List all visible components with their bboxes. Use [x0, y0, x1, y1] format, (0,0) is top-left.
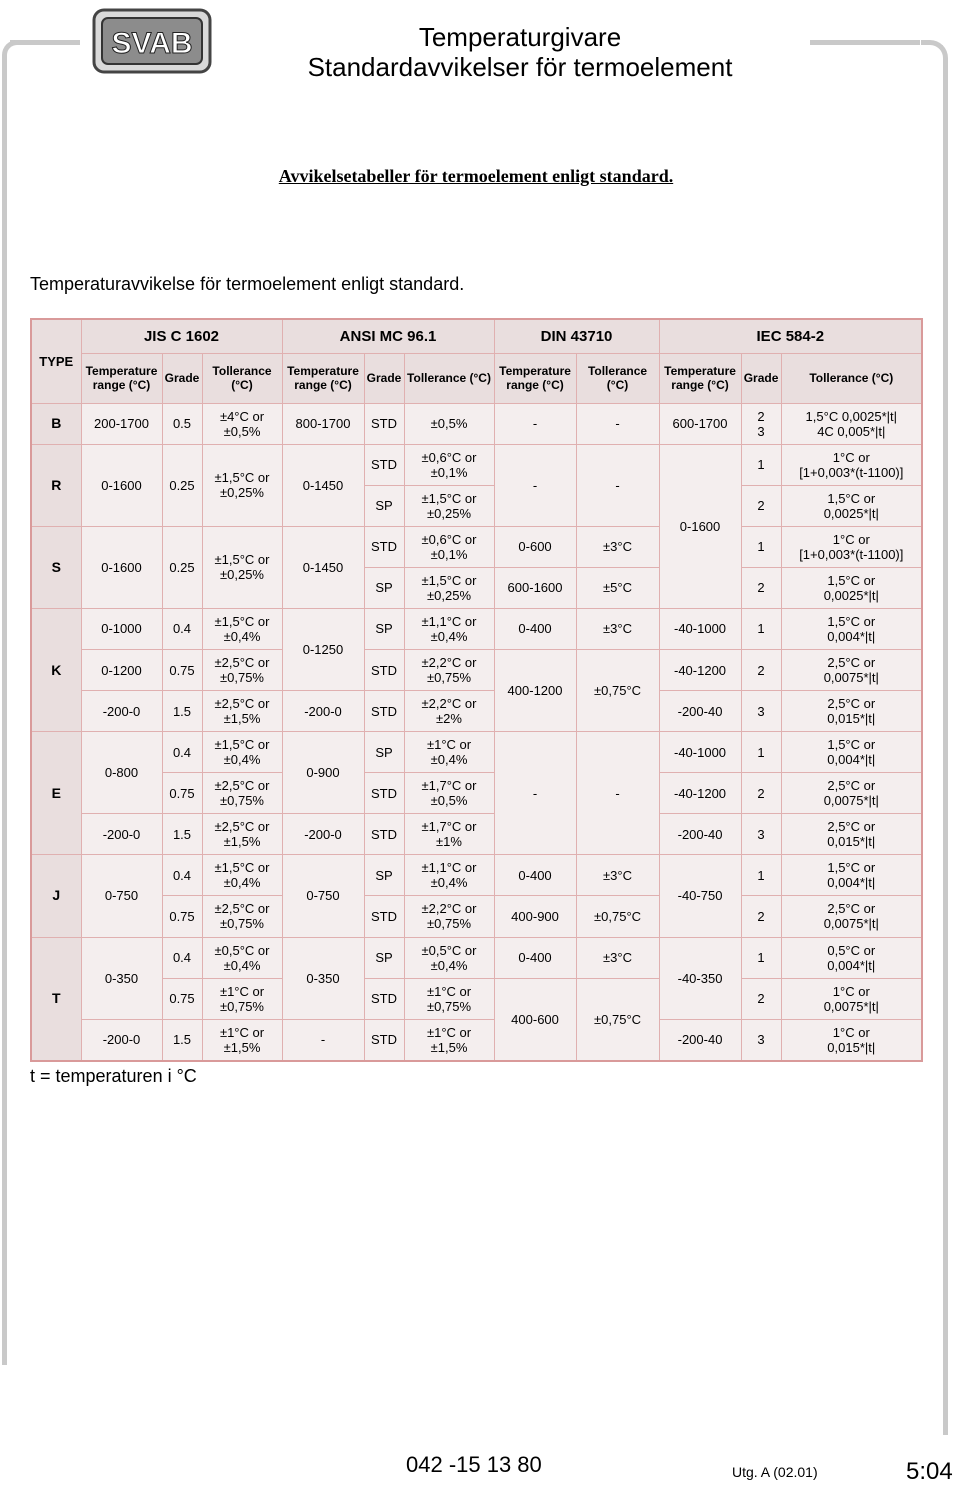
iec-range-header: Temperature range (°C)	[659, 353, 741, 403]
ansi-grade-cell: SP	[364, 732, 404, 773]
jis-grade-header: Grade	[162, 353, 202, 403]
jis-tolerance-cell: ±1°C or ±0,75%	[202, 978, 282, 1019]
din-range-cell: 600-1600	[494, 567, 576, 608]
frame-left-border	[2, 40, 17, 1365]
ansi-grade-cell: STD	[364, 444, 404, 485]
jis-grade-cell: 0.75	[162, 896, 202, 937]
temperature-note: t = temperaturen i °C	[30, 1066, 197, 1086]
iec-tolerance-cell: 0,5°C or 0,004*|t|	[781, 937, 922, 978]
din-range-cell: 0-400	[494, 608, 576, 649]
type-cell: T	[31, 937, 81, 1061]
ansi-range-cell: -200-0	[282, 814, 364, 855]
table-row	[31, 444, 922, 485]
ansi-range-cell: 0-350	[282, 937, 364, 1019]
din-tolerance-cell: ±3°C	[576, 608, 659, 649]
iec-range-cell: -40-1000	[659, 608, 741, 649]
iec-range-cell: -200-40	[659, 1019, 741, 1061]
din-range-cell: -	[494, 403, 576, 444]
din-range-cell: 0-400	[494, 937, 576, 978]
iec-grade-cell: 1	[741, 855, 781, 896]
ansi-grade-cell: STD	[364, 403, 404, 444]
page-header-title	[300, 22, 740, 82]
iec-grade-cell: 3	[741, 1019, 781, 1061]
iec-tolerance-header: Tollerance (°C)	[781, 353, 922, 403]
ansi-tolerance-cell: ±2,2°C or ±0,75%	[404, 649, 494, 690]
iec-tolerance-cell: 2,5°C or 0,0075*|t|	[781, 773, 922, 814]
jis-grade-cell: 1.5	[162, 691, 202, 732]
din-tolerance-cell: ±0,75°C	[576, 896, 659, 937]
iec-tolerance-cell: 2,5°C or 0,0075*|t|	[781, 649, 922, 690]
ansi-tolerance-cell: ±1°C or ±0,4%	[404, 732, 494, 773]
jis-range-cell: 0-1600	[81, 526, 162, 608]
intro-text: Temperaturavvikelse för termoelement enligt standard.	[30, 274, 465, 294]
svab-logo-text: SVAB	[111, 27, 193, 60]
iec-range-cell: -40-1000	[659, 732, 741, 773]
din-range-cell: 400-900	[494, 896, 576, 937]
table-row	[31, 814, 922, 855]
jis-grade-cell: 0.75	[162, 649, 202, 690]
jis-grade-cell: 0.75	[162, 978, 202, 1019]
ansi-range-cell: 0-750	[282, 855, 364, 937]
ansi-tolerance-header: Tollerance (°C)	[404, 353, 494, 403]
table-row	[31, 1019, 922, 1061]
iec-tolerance-cell: 1°C or [1+0,003*(t-1100)]	[781, 526, 922, 567]
din-range-cell: 0-600	[494, 526, 576, 567]
jis-grade-cell: 0.4	[162, 732, 202, 773]
ansi-tolerance-cell: ±2,2°C or ±2%	[404, 691, 494, 732]
ansi-grade-cell: STD	[364, 649, 404, 690]
ansi-range-cell: 0-1450	[282, 444, 364, 526]
table-row	[31, 896, 922, 937]
iec-tolerance-cell: 1,5°C 0,0025*|t| 4C 0,005*|t|	[781, 403, 922, 444]
type-cell: R	[31, 444, 81, 526]
ansi-grade-cell: SP	[364, 937, 404, 978]
din-tolerance-header: Tollerance (°C)	[576, 353, 659, 403]
ansi-tolerance-cell: ±1,5°C or ±0,25%	[404, 567, 494, 608]
tolerance-table	[30, 318, 923, 1062]
ansi-grade-cell: SP	[364, 608, 404, 649]
jis-tolerance-cell: ±2,5°C or ±1,5%	[202, 814, 282, 855]
standard-din-header: DIN 43710	[494, 319, 659, 353]
iec-grade-cell: 2	[741, 567, 781, 608]
jis-grade-cell: 0.25	[162, 526, 202, 608]
ansi-grade-cell: STD	[364, 526, 404, 567]
jis-tolerance-header: Tollerance (°C)	[202, 353, 282, 403]
jis-tolerance-cell: ±2,5°C or ±0,75%	[202, 773, 282, 814]
din-tolerance-cell: -	[576, 732, 659, 855]
header-title-line2: Standardavvikelser för termoelement	[307, 52, 733, 82]
jis-grade-cell: 0.4	[162, 855, 202, 896]
jis-grade-cell: 0.4	[162, 937, 202, 978]
jis-tolerance-cell: ±1,5°C or ±0,25%	[202, 444, 282, 526]
frame-top-right-line	[810, 40, 920, 57]
iec-grade-cell: 1	[741, 526, 781, 567]
table-row	[31, 773, 922, 814]
jis-range-cell: 0-1200	[81, 649, 162, 690]
jis-grade-cell: 0.75	[162, 773, 202, 814]
din-tolerance-cell: ±0,75°C	[576, 649, 659, 731]
din-tolerance-cell: ±3°C	[576, 937, 659, 978]
jis-range-cell: -200-0	[81, 691, 162, 732]
din-range-cell: 0-400	[494, 855, 576, 896]
ansi-tolerance-cell: ±1,5°C or ±0,25%	[404, 485, 494, 526]
ansi-tolerance-cell: ±0,6°C or ±0,1%	[404, 444, 494, 485]
din-range-cell: 400-1200	[494, 649, 576, 731]
ansi-tolerance-cell: ±1°C or ±1,5%	[404, 1019, 494, 1061]
din-range-cell: -	[494, 732, 576, 855]
iec-grade-cell: 3	[741, 814, 781, 855]
jis-grade-cell: 1.5	[162, 814, 202, 855]
jis-tolerance-cell: ±1°C or ±1,5%	[202, 1019, 282, 1061]
iec-range-cell: -40-1200	[659, 773, 741, 814]
ansi-tolerance-cell: ±1,7°C or ±1%	[404, 814, 494, 855]
ansi-grade-header: Grade	[364, 353, 404, 403]
iec-grade-cell: 2	[741, 773, 781, 814]
standard-iec-header: IEC 584-2	[659, 319, 922, 353]
din-range-cell: -	[494, 444, 576, 526]
iec-grade-cell: 2	[741, 978, 781, 1019]
iec-tolerance-cell: 1,5°C or 0,0025*|t|	[781, 485, 922, 526]
iec-grade-cell: 1	[741, 937, 781, 978]
ansi-grade-cell: SP	[364, 485, 404, 526]
jis-tolerance-cell: ±1,5°C or ±0,4%	[202, 855, 282, 896]
ansi-tolerance-cell: ±0,6°C or ±0,1%	[404, 526, 494, 567]
din-tolerance-cell: ±3°C	[576, 526, 659, 567]
iec-tolerance-cell: 1°C or 0,015*|t|	[781, 1019, 922, 1061]
din-range-header: Temperature range (°C)	[494, 353, 576, 403]
ansi-range-cell: 0-900	[282, 732, 364, 814]
jis-tolerance-cell: ±1,5°C or ±0,4%	[202, 608, 282, 649]
jis-tolerance-cell: ±1,5°C or ±0,4%	[202, 732, 282, 773]
jis-range-cell: -200-0	[81, 1019, 162, 1061]
section-subheading: Avvikelsetabeller för termoelement enligt standard.	[278, 166, 674, 186]
ansi-range-header: Temperature range (°C)	[282, 353, 364, 403]
jis-grade-cell: 0.5	[162, 403, 202, 444]
ansi-tolerance-cell: ±2,2°C or ±0,75%	[404, 896, 494, 937]
iec-grade-cell: 1	[741, 732, 781, 773]
header-title-line1: Temperaturgivare	[418, 22, 622, 52]
type-cell: S	[31, 526, 81, 608]
ansi-tolerance-cell: ±0,5°C or ±0,4%	[404, 937, 494, 978]
table-row	[31, 855, 922, 896]
ansi-range-cell: 0-1450	[282, 526, 364, 608]
ansi-tolerance-cell: ±0,5%	[404, 403, 494, 444]
type-cell: E	[31, 732, 81, 855]
din-tolerance-cell: -	[576, 444, 659, 526]
footer-page-number: 5:04	[906, 1458, 953, 1485]
jis-range-cell: 0-800	[81, 732, 162, 814]
jis-grade-cell: 0.25	[162, 444, 202, 526]
din-tolerance-cell: ±5°C	[576, 567, 659, 608]
iec-range-cell: -40-1200	[659, 649, 741, 690]
jis-range-header: Temperature range (°C)	[81, 353, 162, 403]
iec-tolerance-cell: 1,5°C or 0,004*|t|	[781, 855, 922, 896]
ansi-range-cell: -200-0	[282, 691, 364, 732]
iec-tolerance-cell: 1°C or [1+0,003*(t-1100)]	[781, 444, 922, 485]
iec-grade-cell: 2 3	[741, 403, 781, 444]
ansi-grade-cell: STD	[364, 814, 404, 855]
frame-top-left-line	[10, 40, 80, 57]
ansi-range-cell: 0-1250	[282, 608, 364, 690]
ansi-grade-cell: STD	[364, 691, 404, 732]
standard-ansi-header: ANSI MC 96.1	[282, 319, 494, 353]
jis-range-cell: 200-1700	[81, 403, 162, 444]
ansi-grade-cell: SP	[364, 855, 404, 896]
iec-tolerance-cell: 1,5°C or 0,0025*|t|	[781, 567, 922, 608]
table-row	[31, 403, 922, 444]
iec-grade-cell: 1	[741, 444, 781, 485]
iec-tolerance-cell: 1,5°C or 0,004*|t|	[781, 732, 922, 773]
iec-range-cell: -40-350	[659, 937, 741, 1019]
ansi-grade-cell: SP	[364, 567, 404, 608]
jis-range-cell: 0-750	[81, 855, 162, 937]
type-cell: K	[31, 608, 81, 731]
frame-right-border	[921, 40, 948, 1435]
iec-range-cell: -40-750	[659, 855, 741, 937]
footer-phone: 042 -15 13 80	[406, 1452, 542, 1477]
jis-tolerance-cell: ±0,5°C or ±0,4%	[202, 937, 282, 978]
iec-grade-cell: 3	[741, 691, 781, 732]
table-row	[31, 608, 922, 649]
iec-tolerance-cell: 2,5°C or 0,0075*|t|	[781, 896, 922, 937]
jis-tolerance-cell: ±2,5°C or ±0,75%	[202, 896, 282, 937]
table-row	[31, 937, 922, 978]
iec-tolerance-cell: 2,5°C or 0,015*|t|	[781, 691, 922, 732]
jis-range-cell: -200-0	[81, 814, 162, 855]
iec-grade-cell: 2	[741, 649, 781, 690]
ansi-grade-cell: STD	[364, 978, 404, 1019]
iec-range-cell: -200-40	[659, 814, 741, 855]
iec-tolerance-cell: 2,5°C or 0,015*|t|	[781, 814, 922, 855]
ansi-grade-cell: STD	[364, 896, 404, 937]
table-row	[31, 649, 922, 690]
din-tolerance-cell: ±0,75°C	[576, 978, 659, 1061]
type-cell: B	[31, 403, 81, 444]
table-row	[31, 526, 922, 567]
jis-grade-cell: 1.5	[162, 1019, 202, 1061]
iec-range-cell: 0-1600	[659, 444, 741, 608]
jis-tolerance-cell: ±4°C or ±0,5%	[202, 403, 282, 444]
ansi-grade-cell: STD	[364, 773, 404, 814]
ansi-tolerance-cell: ±1,1°C or ±0,4%	[404, 855, 494, 896]
jis-grade-cell: 0.4	[162, 608, 202, 649]
iec-tolerance-cell: 1°C or 0,0075*|t|	[781, 978, 922, 1019]
jis-range-cell: 0-350	[81, 937, 162, 1019]
iec-range-cell: 600-1700	[659, 403, 741, 444]
table-row	[31, 732, 922, 773]
svab-logo	[92, 8, 212, 74]
footer-edition: Utg. A (02.01)	[732, 1464, 818, 1480]
iec-grade-cell: 1	[741, 608, 781, 649]
type-header: TYPE	[31, 319, 81, 403]
din-tolerance-cell: ±3°C	[576, 855, 659, 896]
iec-tolerance-cell: 1,5°C or 0,004*|t|	[781, 608, 922, 649]
table-row	[31, 978, 922, 1019]
din-range-cell: 400-600	[494, 978, 576, 1061]
jis-tolerance-cell: ±2,5°C or ±0,75%	[202, 649, 282, 690]
jis-tolerance-cell: ±1,5°C or ±0,25%	[202, 526, 282, 608]
din-tolerance-cell: -	[576, 403, 659, 444]
iec-grade-cell: 2	[741, 896, 781, 937]
jis-range-cell: 0-1000	[81, 608, 162, 649]
standard-jis-header: JIS C 1602	[81, 319, 282, 353]
iec-grade-header: Grade	[741, 353, 781, 403]
ansi-tolerance-cell: ±1,1°C or ±0,4%	[404, 608, 494, 649]
ansi-grade-cell: STD	[364, 1019, 404, 1061]
jis-range-cell: 0-1600	[81, 444, 162, 526]
ansi-range-cell: -	[282, 1019, 364, 1061]
table-row	[31, 691, 922, 732]
jis-tolerance-cell: ±2,5°C or ±1,5%	[202, 691, 282, 732]
iec-grade-cell: 2	[741, 485, 781, 526]
ansi-range-cell: 800-1700	[282, 403, 364, 444]
ansi-tolerance-cell: ±1,7°C or ±0,5%	[404, 773, 494, 814]
type-cell: J	[31, 855, 81, 937]
ansi-tolerance-cell: ±1°C or ±0,75%	[404, 978, 494, 1019]
iec-range-cell: -200-40	[659, 691, 741, 732]
